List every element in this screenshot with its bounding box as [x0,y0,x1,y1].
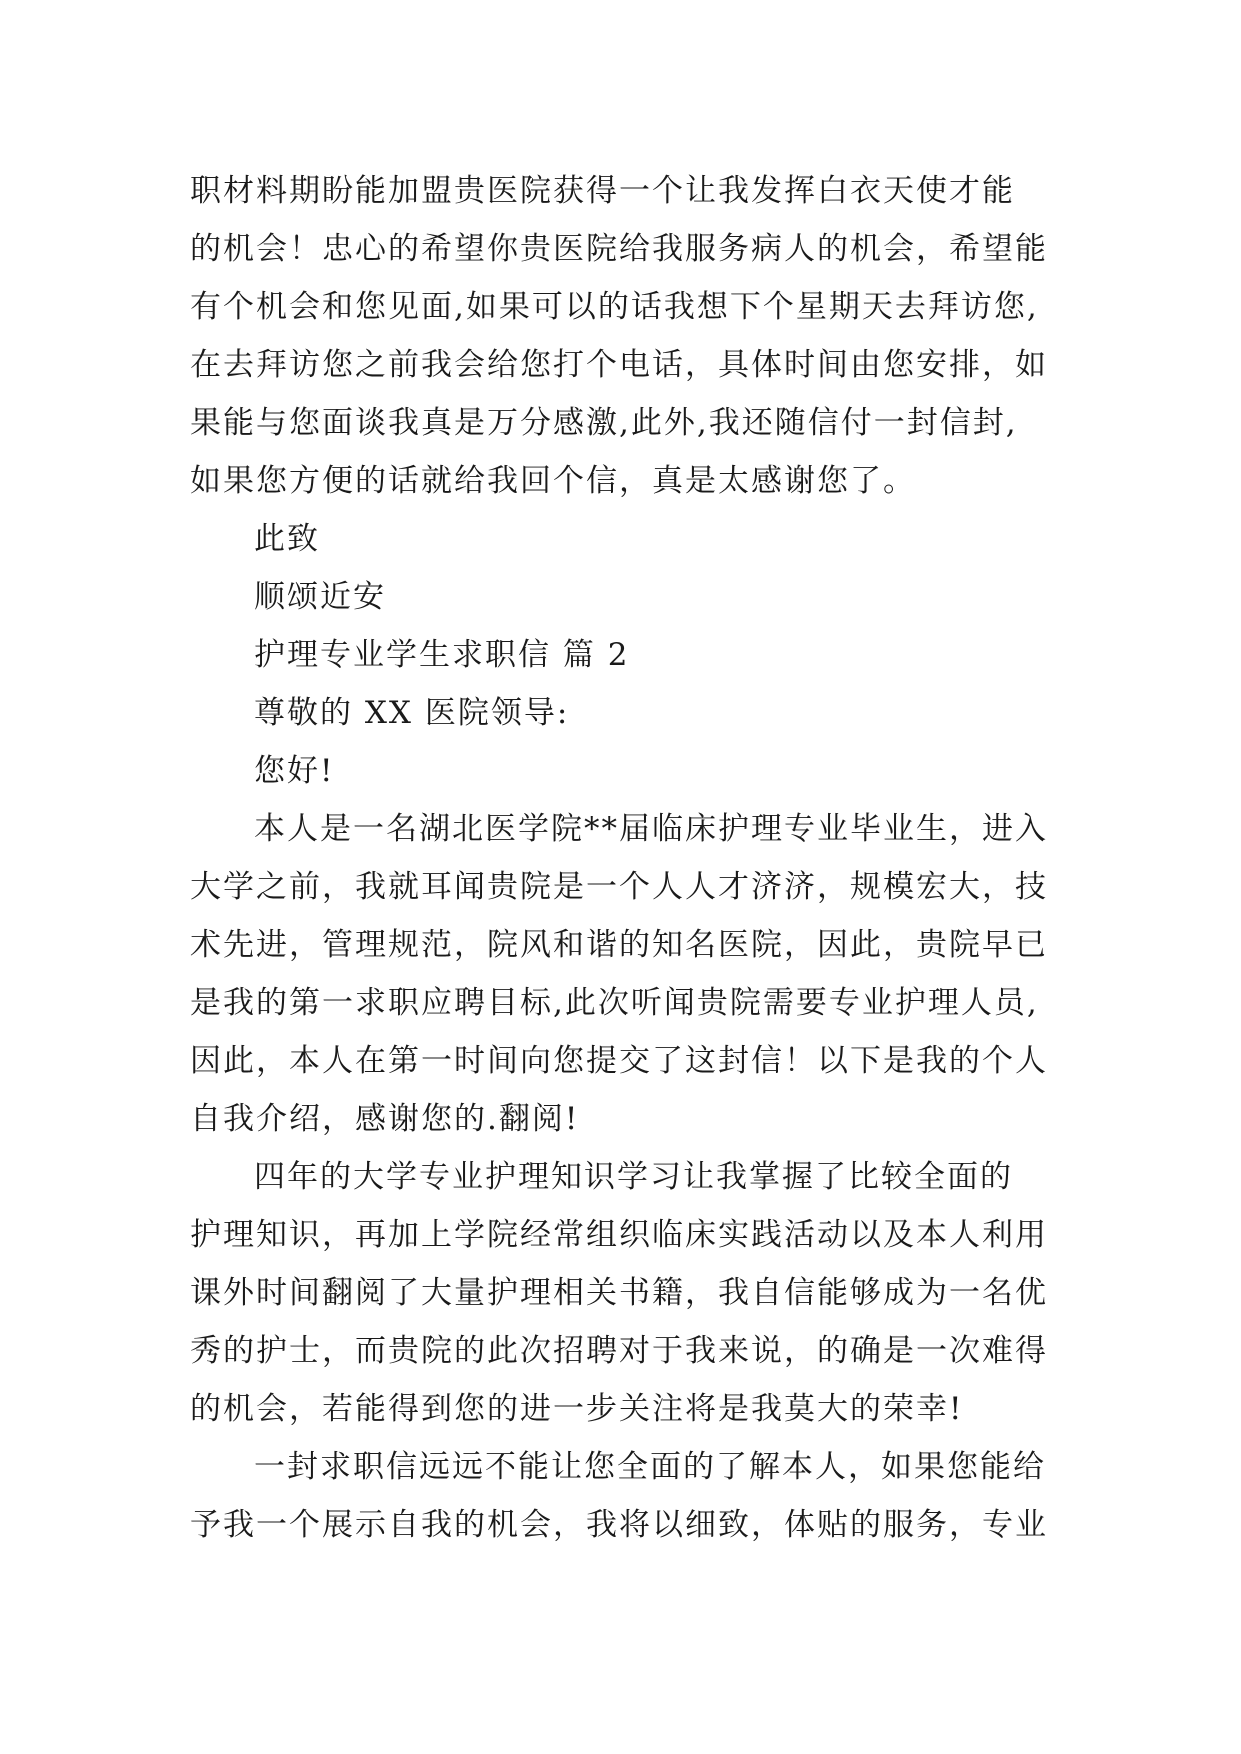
text-line: 果能与您面谈我真是万分感激,此外,我还随信付一封信封, [190,405,1018,441]
text-line: 一封求职信远远不能让您全面的了解本人，如果您能给 [254,1449,1046,1485]
text-line: 的机会！忠心的希望你贵医院给我服务病人的机会，希望能 [190,231,1048,267]
text-line: 秀的护士，而贵院的此次招聘对于我来说，的确是一次难得 [190,1333,1048,1369]
text-line: 予我一个展示自我的机会，我将以细致，体贴的服务，专业 [190,1507,1048,1543]
text-line: 是我的第一求职应聘目标,此次听闻贵院需要专业护理人员, [190,985,1039,1021]
text-line: 顺颂近安 [254,579,386,615]
text-line: 尊敬的 XX 医院领导: [254,695,570,731]
text-line: 有个机会和您见面,如果可以的话我想下个星期天去拜访您, [190,289,1039,325]
text-line: 此致 [254,521,320,557]
text-line: 您好! [254,753,335,789]
text-line: 术先进，管理规范，院风和谐的知名医院，因此，贵院早已 [190,927,1048,963]
text-line: 课外时间翻阅了大量护理相关书籍，我自信能够成为一名优 [190,1275,1048,1311]
text-line: 本人是一名湖北医学院**届临床护理专业毕业生，进入 [254,811,1048,847]
text-line: 如果您方便的话就给我回个信，真是太感谢您了。 [190,463,916,499]
text-line: 护理专业学生求职信 篇 2 [254,637,630,673]
text-line: 在去拜访您之前我会给您打个电话，具体时间由您安排，如 [190,347,1048,383]
text-line: 自我介绍，感谢您的.翻阅! [190,1101,580,1137]
letter-body [190,162,1090,1554]
text-line: 护理知识，再加上学院经常组织临床实践活动以及本人利用 [190,1217,1048,1253]
text-line: 的机会，若能得到您的进一步关注将是我莫大的荣幸! [190,1391,964,1427]
text-line: 四年的大学专业护理知识学习让我掌握了比较全面的 [254,1159,1013,1195]
text-line: 因此，本人在第一时间向您提交了这封信！以下是我的个人 [190,1043,1048,1079]
text-line: 职材料期盼能加盟贵医院获得一个让我发挥白衣天使才能 [190,173,1015,209]
text-line: 大学之前，我就耳闻贵院是一个人人才济济，规模宏大，技 [190,869,1048,905]
